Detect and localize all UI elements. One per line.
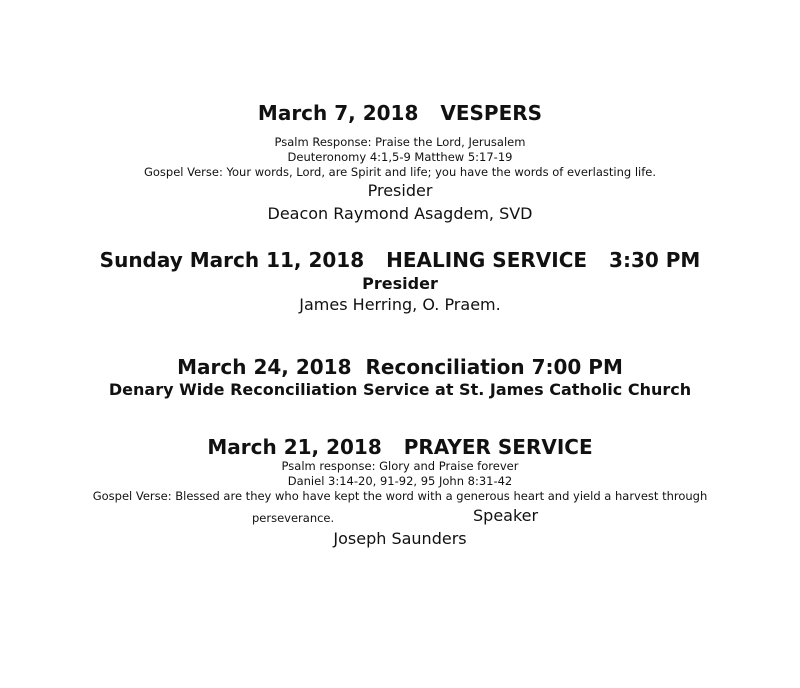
event-title: HEALING SERVICE [386,248,588,272]
event-date: March 21, 2018 [207,435,382,459]
event-detail: Psalm Response: Praise the Lord, Jerusalem [274,135,526,149]
event-role: Presider [367,181,433,200]
event-person: Joseph Saunders [333,529,467,548]
event-heading [0,437,800,457]
event-person: Deacon Raymond Asagdem, SVD [267,204,533,223]
event-detail: Deuteronomy 4:1,5-9 Matthew 5:17-19 [287,150,513,164]
event-detail: perseverance. [252,511,335,525]
event-heading [0,357,800,377]
event-description: Denary Wide Reconciliation Service at St. James Catholic Church [108,380,692,399]
event-role: Presider [362,274,438,293]
event-title: Reconciliation 7:00 PM [365,355,623,379]
event-role: Speaker [473,506,539,525]
event-heading [0,250,800,270]
event-heading [0,103,800,123]
event-date: March 24, 2018 [177,355,352,379]
event-detail: Gospel Verse: Your words, Lord, are Spirit and life; you have the words of everlasting life. [143,165,657,179]
event-person: James Herring, O. Praem. [299,295,501,314]
event-detail: Psalm response: Glory and Praise forever [281,459,519,473]
event-detail: Gospel Verse: Blessed are they who have kept the word with a generous heart and yield a harvest through [92,489,708,503]
event-date: March 7, 2018 [257,101,419,125]
event-detail: Daniel 3:14-20, 91-92, 95 John 8:31-42 [287,474,513,488]
event-date: Sunday March 11, 2018 [99,248,365,272]
event-time: 3:30 PM [609,248,701,272]
event-title: VESPERS [440,101,543,125]
event-title: PRAYER SERVICE [403,435,593,459]
